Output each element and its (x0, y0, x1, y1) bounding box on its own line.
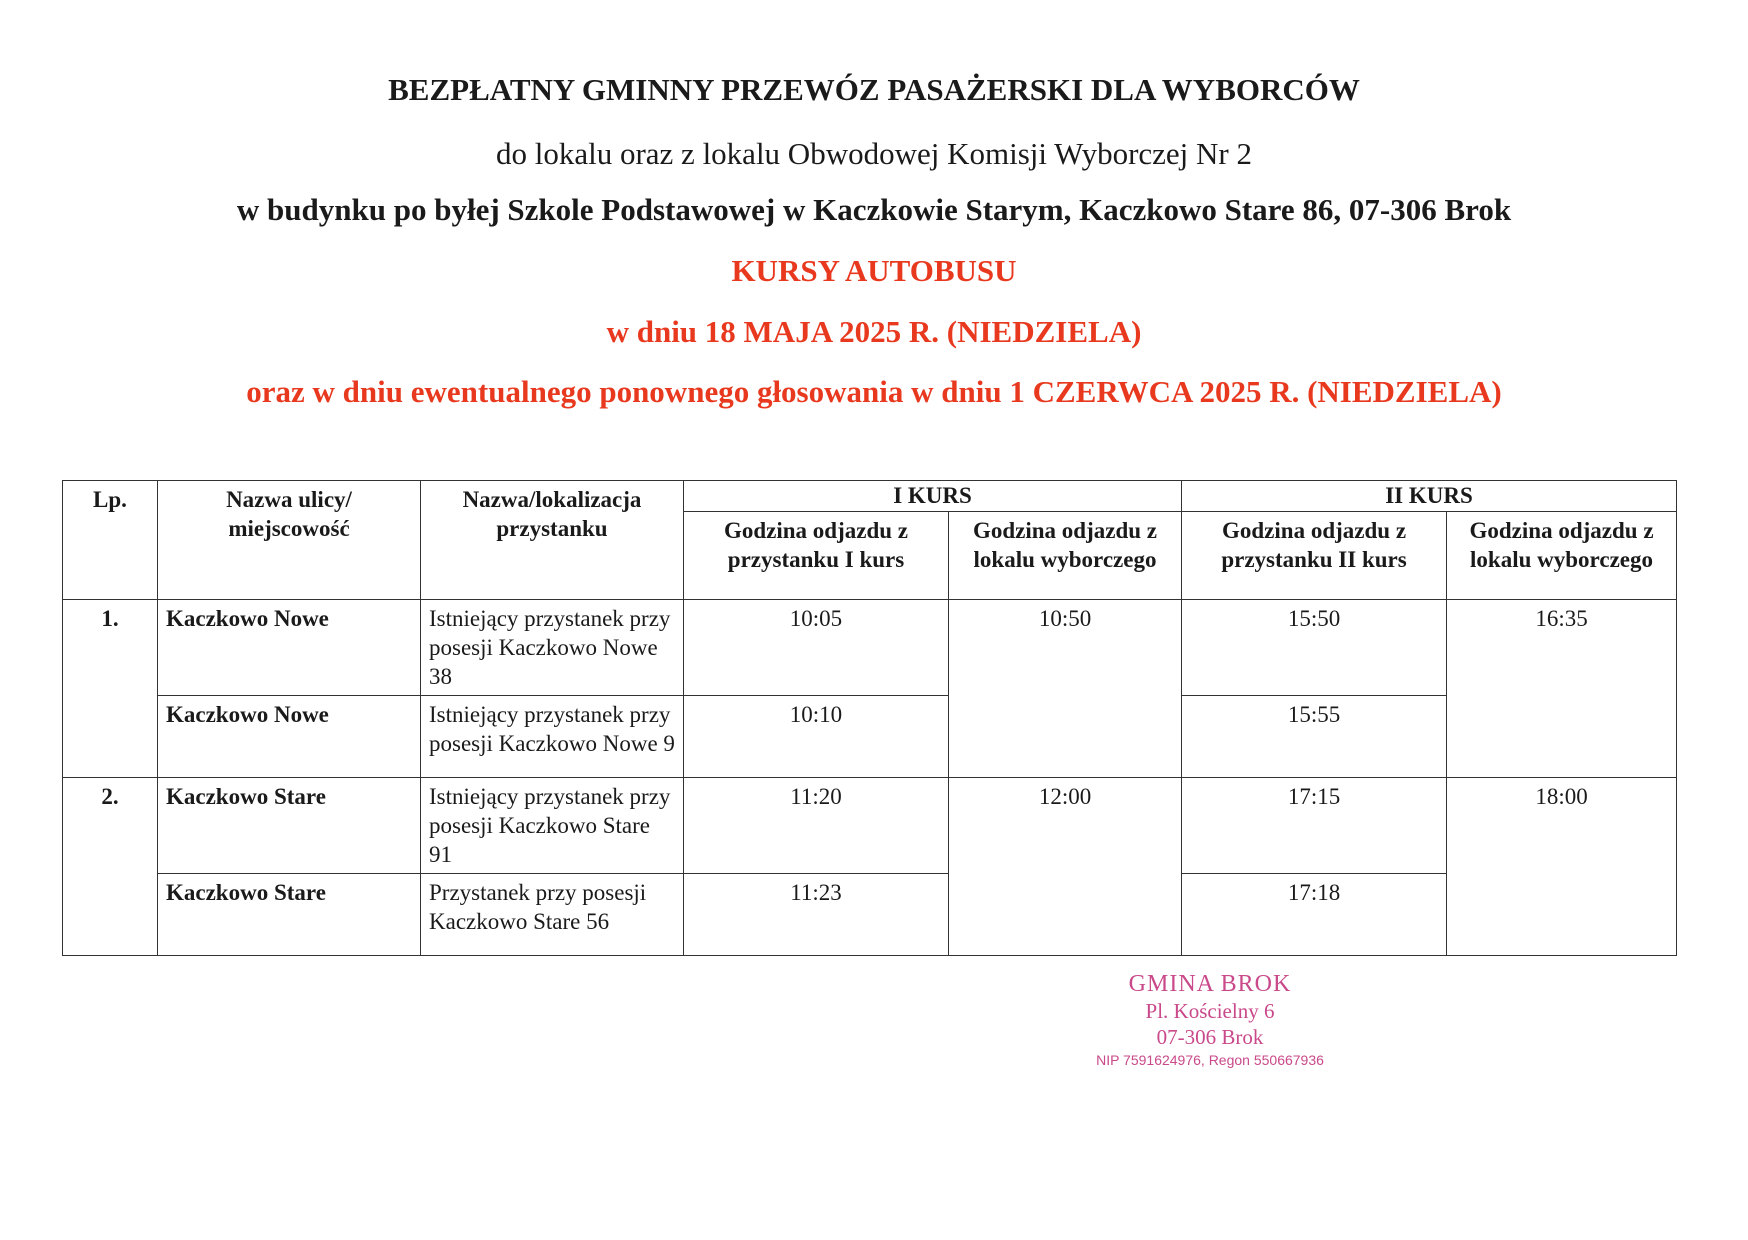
header-dep-lokal-2: Godzina odjazdu z lokalu wyborczego (1447, 512, 1677, 600)
header-row (63, 481, 1677, 512)
town-cell: Kaczkowo Nowe (158, 600, 421, 696)
departure-stop-kurs-1: 10:10 (684, 696, 949, 778)
town-cell: Kaczkowo Stare (158, 874, 421, 956)
section-heading-bus: KURSY AUTOBUSU (731, 253, 1017, 288)
date-line: w dniu 18 MAJA 2025 R. (NIEDZIELA) (606, 314, 1142, 349)
table-row (63, 696, 1677, 778)
header-kurs-1: I KURS (684, 481, 1182, 512)
stamp-name: GMINA BROK (1128, 971, 1292, 997)
stop-cell: Przystanek przy posesji Kaczkowo Stare 56 (421, 874, 684, 956)
stamp-postal: 07-306 Brok (1156, 1025, 1264, 1049)
departure-stop-kurs-2: 17:15 (1182, 778, 1447, 874)
departure-stop-kurs-1: 11:23 (684, 874, 949, 956)
official-stamp (1075, 970, 1345, 1070)
header-dep-stop-2: Godzina odjazdu z przystanku II kurs (1182, 512, 1447, 600)
row-number: 1. (63, 600, 158, 778)
town-cell: Kaczkowo Stare (158, 778, 421, 874)
departure-stop-kurs-2: 15:50 (1182, 600, 1447, 696)
stamp-address: Pl. Kościelny 6 (1145, 999, 1275, 1023)
subtitle-commission: do lokalu oraz z lokalu Obwodowej Komisji Wyborczej Nr 2 (495, 136, 1253, 171)
header-stop: Nazwa/lokalizacja przystanku (421, 481, 684, 600)
departure-stop-kurs-1: 10:05 (684, 600, 949, 696)
header-dep-lokal-1: Godzina odjazdu z lokalu wyborczego (949, 512, 1182, 600)
departure-stop-kurs-1: 11:20 (684, 778, 949, 874)
departure-lokal-kurs-1: 10:50 (949, 600, 1182, 778)
stop-cell: Istniejący przystanek przy posesji Kaczkowo Nowe 9 (421, 696, 684, 778)
header-kurs-2: II KURS (1182, 481, 1677, 512)
runoff-date-line: oraz w dniu ewentualnego ponownego głosowania w dniu 1 CZERWCA 2025 R. (NIEDZIELA) (246, 374, 1502, 409)
schedule-table (62, 480, 1677, 956)
header-street: Nazwa ulicy/ miejscowość (158, 481, 421, 600)
town-cell: Kaczkowo Nowe (158, 696, 421, 778)
departure-stop-kurs-2: 17:18 (1182, 874, 1447, 956)
header-dep-stop-1: Godzina odjazdu z przystanku I kurs (684, 512, 949, 600)
departure-stop-kurs-2: 15:55 (1182, 696, 1447, 778)
subtitle-location: w budynku po byłej Szkole Podstawowej w Kaczkowie Starym, Kaczkowo Stare 86, 07-306 Brok (236, 192, 1512, 227)
table-row (63, 600, 1677, 696)
stop-cell: Istniejący przystanek przy posesji Kaczkowo Nowe 38 (421, 600, 684, 696)
departure-lokal-kurs-2: 16:35 (1447, 600, 1677, 778)
table-row (63, 778, 1677, 874)
table-row (63, 874, 1677, 956)
row-number: 2. (63, 778, 158, 956)
stop-cell: Istniejący przystanek przy posesji Kaczkowo Stare 91 (421, 778, 684, 874)
stamp-ids: NIP 7591624976, Regon 550667936 (1096, 1052, 1324, 1068)
departure-lokal-kurs-2: 18:00 (1447, 778, 1677, 956)
departure-lokal-kurs-1: 12:00 (949, 778, 1182, 956)
header-lp: Lp. (63, 481, 158, 600)
document-title: BEZPŁATNY GMINNY PRZEWÓZ PASAŻERSKI DLA WYBORCÓW (388, 72, 1360, 107)
